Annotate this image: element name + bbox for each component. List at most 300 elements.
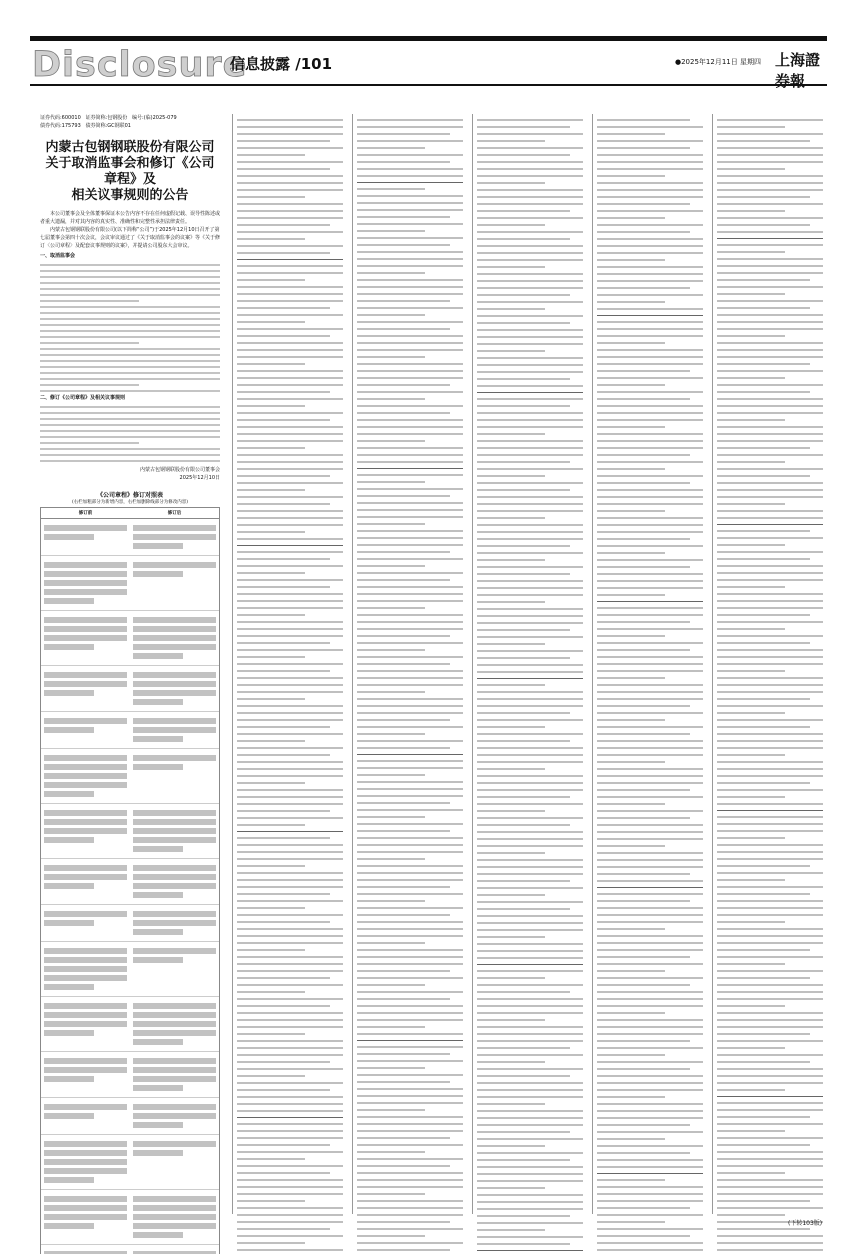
text-line xyxy=(357,1193,425,1195)
text-line xyxy=(357,823,463,825)
text-line xyxy=(237,342,343,344)
text-line xyxy=(477,405,570,407)
table-cell xyxy=(130,556,219,610)
text-line xyxy=(237,468,343,470)
text-line xyxy=(357,844,463,846)
text-line xyxy=(237,447,305,449)
text-line xyxy=(717,761,823,763)
text-line xyxy=(357,558,463,560)
text-line xyxy=(717,747,823,749)
section-title: 信息披露 /101 xyxy=(230,55,333,73)
text-line xyxy=(597,280,703,282)
text-line xyxy=(357,740,463,742)
text-line xyxy=(237,551,343,553)
text-line xyxy=(477,887,583,889)
text-line xyxy=(717,1109,823,1111)
text-line xyxy=(717,768,823,770)
text-line xyxy=(237,558,330,560)
text-line xyxy=(597,133,665,135)
column-divider xyxy=(357,1040,463,1041)
text-line xyxy=(717,900,823,902)
text-line xyxy=(477,754,583,756)
text-line xyxy=(717,489,823,491)
text-line xyxy=(477,943,583,945)
text-line xyxy=(357,781,463,783)
text-line xyxy=(717,1193,823,1195)
text-line xyxy=(717,405,823,407)
text-line xyxy=(357,314,425,316)
text-line xyxy=(357,635,450,637)
text-line xyxy=(357,328,450,330)
text-line xyxy=(597,698,703,700)
text-line xyxy=(597,356,703,358)
text-line xyxy=(477,489,570,491)
text-line xyxy=(357,691,425,693)
text-line xyxy=(357,1102,463,1104)
text-line xyxy=(357,1228,463,1230)
text-line xyxy=(237,1186,343,1188)
text-line xyxy=(477,970,583,972)
text-line xyxy=(597,977,703,979)
text-line xyxy=(357,1186,463,1188)
text-line xyxy=(357,175,463,177)
text-line xyxy=(237,656,305,658)
text-line xyxy=(597,1124,690,1126)
text-line xyxy=(40,460,220,462)
text-line xyxy=(477,1033,583,1035)
text-line xyxy=(477,1187,545,1189)
text-line xyxy=(597,824,703,826)
text-line xyxy=(357,886,450,888)
text-line xyxy=(477,671,583,673)
text-line xyxy=(237,977,330,979)
text-line xyxy=(717,893,810,895)
table-cell xyxy=(130,1052,219,1097)
table-row xyxy=(41,712,219,749)
text-line xyxy=(717,370,823,372)
text-line xyxy=(717,1068,823,1070)
text-line xyxy=(477,1103,545,1105)
text-line xyxy=(477,1005,583,1007)
text-line xyxy=(597,754,703,756)
text-line xyxy=(597,649,690,651)
text-line xyxy=(357,419,463,421)
text-line xyxy=(237,252,330,254)
table-cell xyxy=(130,611,219,665)
text-line xyxy=(717,1061,810,1063)
text-line xyxy=(717,314,823,316)
text-line xyxy=(597,370,690,372)
text-line xyxy=(40,424,220,426)
text-line xyxy=(477,929,583,931)
text-line xyxy=(717,210,785,212)
text-line xyxy=(717,321,823,323)
text-line xyxy=(237,363,305,365)
text-line xyxy=(357,495,450,497)
text-line xyxy=(357,1144,463,1146)
text-line xyxy=(717,1054,823,1056)
table-cell xyxy=(130,997,219,1051)
text-line xyxy=(717,984,823,986)
table-cell xyxy=(41,859,130,904)
text-line xyxy=(597,796,703,798)
text-line xyxy=(237,349,343,351)
text-line xyxy=(477,378,570,380)
text-line xyxy=(597,831,703,833)
text-line xyxy=(717,328,823,330)
text-line xyxy=(477,252,583,254)
text-line xyxy=(597,140,703,142)
text-line xyxy=(237,949,305,951)
text-line xyxy=(357,628,463,630)
text-line xyxy=(477,1061,545,1063)
text-line xyxy=(237,189,343,191)
text-line xyxy=(717,447,810,449)
column-divider xyxy=(717,524,823,525)
text-line xyxy=(717,433,823,435)
text-line xyxy=(717,879,785,881)
text-line xyxy=(357,1060,463,1062)
text-line xyxy=(717,823,823,825)
text-line xyxy=(237,963,343,965)
text-line xyxy=(237,245,343,247)
table-cell xyxy=(130,942,219,996)
text-line xyxy=(357,1158,463,1160)
text-line xyxy=(237,412,343,414)
text-line xyxy=(597,147,690,149)
text-line xyxy=(597,803,665,805)
text-line xyxy=(597,489,703,491)
text-line xyxy=(357,572,463,574)
table-cell xyxy=(41,556,130,610)
text-line xyxy=(717,600,823,602)
text-line xyxy=(597,342,665,344)
text-line xyxy=(237,461,343,463)
text-line xyxy=(477,1145,545,1147)
text-line xyxy=(597,412,703,414)
text-line xyxy=(597,426,665,428)
text-line xyxy=(477,531,583,533)
text-line xyxy=(357,642,463,644)
text-line xyxy=(717,363,810,365)
text-line xyxy=(717,782,810,784)
text-line xyxy=(597,1082,703,1084)
text-line xyxy=(40,436,220,438)
table-cell xyxy=(41,712,130,748)
text-line xyxy=(237,1228,330,1230)
text-line xyxy=(357,1207,463,1209)
text-line xyxy=(477,873,583,875)
text-line xyxy=(357,663,450,665)
text-line xyxy=(357,970,450,972)
text-line xyxy=(357,991,463,993)
text-line xyxy=(357,900,425,902)
text-line xyxy=(477,901,583,903)
text-line xyxy=(597,775,703,777)
text-line xyxy=(597,552,665,554)
text-column xyxy=(592,114,707,1214)
text-line xyxy=(357,154,463,156)
text-line xyxy=(717,1242,823,1244)
text-line xyxy=(477,636,583,638)
text-line xyxy=(237,531,305,533)
body-paragraph: 内蒙古包钢钢联股份有限公司(以下简称“公司”)于2025年12月10日召开了第七届董事会第四十次会议，会议审议通过了《关于取消监事会的议案》等《关于修订〈公司章程〉及配套议事规则的议案》，并提请公司股东大会审议。 xyxy=(40,227,221,249)
text-line xyxy=(357,1095,463,1097)
text-line xyxy=(477,1229,545,1231)
text-line xyxy=(717,998,823,1000)
text-line xyxy=(357,370,463,372)
text-line xyxy=(597,852,703,854)
text-line xyxy=(357,747,450,749)
text-line xyxy=(237,789,343,791)
column-divider xyxy=(477,392,583,393)
text-line xyxy=(717,1116,810,1118)
text-line xyxy=(597,1186,703,1188)
text-line xyxy=(477,510,583,512)
table-cell xyxy=(41,519,130,555)
text-line xyxy=(477,726,545,728)
text-line xyxy=(40,390,220,392)
text-line xyxy=(357,935,463,937)
text-line xyxy=(477,468,583,470)
text-line xyxy=(357,356,425,358)
text-line xyxy=(717,182,823,184)
table-cell xyxy=(130,859,219,904)
text-line xyxy=(237,796,343,798)
text-line xyxy=(357,565,425,567)
text-line xyxy=(717,886,823,888)
text-line xyxy=(477,461,570,463)
text-line xyxy=(477,1068,583,1070)
text-line xyxy=(477,419,583,421)
text-line xyxy=(237,231,343,233)
column-divider xyxy=(237,545,343,546)
text-line xyxy=(717,942,823,944)
text-line xyxy=(237,1165,343,1167)
text-line xyxy=(717,307,810,309)
text-line xyxy=(717,830,823,832)
text-line xyxy=(477,852,545,854)
text-line xyxy=(477,133,583,135)
comparison-table xyxy=(40,507,220,1254)
text-line xyxy=(237,649,343,651)
text-line xyxy=(597,817,690,819)
text-line xyxy=(477,824,570,826)
column-divider xyxy=(717,238,823,239)
text-line xyxy=(237,314,343,316)
text-line xyxy=(717,956,823,958)
text-line xyxy=(717,412,823,414)
text-line xyxy=(40,318,220,320)
table-row xyxy=(41,666,219,712)
text-line xyxy=(357,384,450,386)
text-line xyxy=(237,1082,343,1084)
text-line xyxy=(357,335,463,337)
text-line xyxy=(717,251,785,253)
text-line xyxy=(357,426,463,428)
text-line xyxy=(597,1179,665,1181)
text-line xyxy=(237,1026,343,1028)
text-line xyxy=(237,1242,305,1244)
text-line xyxy=(237,538,343,540)
text-line xyxy=(357,914,450,916)
text-column xyxy=(352,114,467,1214)
text-line xyxy=(597,447,703,449)
text-line xyxy=(477,643,545,645)
text-line xyxy=(717,1186,823,1188)
text-line xyxy=(477,908,570,910)
text-line xyxy=(717,440,823,442)
text-line xyxy=(237,489,305,491)
text-line xyxy=(237,1019,343,1021)
text-line xyxy=(357,1067,425,1069)
text-line xyxy=(717,977,810,979)
text-line xyxy=(477,922,583,924)
text-line xyxy=(357,126,463,128)
text-line xyxy=(477,977,545,979)
text-line xyxy=(717,586,785,588)
text-line xyxy=(357,405,463,407)
text-line xyxy=(357,279,463,281)
text-line xyxy=(477,308,545,310)
text-line xyxy=(357,488,463,490)
text-line xyxy=(237,370,343,372)
text-line xyxy=(357,949,463,951)
text-line xyxy=(357,188,425,190)
text-line xyxy=(357,509,463,511)
bond-name: 债券简称:GC钢联01 xyxy=(85,123,131,129)
masthead xyxy=(30,36,827,90)
text-line xyxy=(717,1158,823,1160)
text-line xyxy=(477,566,583,568)
text-line xyxy=(357,1005,463,1007)
text-line xyxy=(597,189,703,191)
text-line xyxy=(477,440,583,442)
text-line xyxy=(357,398,425,400)
text-line xyxy=(597,663,703,665)
text-line xyxy=(717,754,785,756)
text-line xyxy=(477,329,583,331)
text-line xyxy=(237,293,343,295)
text-line xyxy=(717,510,823,512)
text-line xyxy=(717,419,785,421)
text-line xyxy=(597,419,703,421)
text-line xyxy=(357,1242,463,1244)
text-line xyxy=(597,747,703,749)
text-line xyxy=(597,538,690,540)
text-line xyxy=(597,363,703,365)
text-line xyxy=(477,1138,583,1140)
text-line xyxy=(237,1075,305,1077)
text-line xyxy=(597,719,665,721)
text-line xyxy=(477,482,583,484)
text-line xyxy=(477,1012,583,1014)
text-line xyxy=(477,810,545,812)
text-line xyxy=(357,391,463,393)
text-line xyxy=(357,593,463,595)
text-line xyxy=(237,426,343,428)
text-line xyxy=(477,580,583,582)
text-line xyxy=(237,621,343,623)
text-line xyxy=(597,1012,665,1014)
text-line xyxy=(717,461,785,463)
text-line xyxy=(357,1249,450,1251)
text-line xyxy=(597,1131,703,1133)
text-line xyxy=(597,1033,703,1035)
text-line xyxy=(237,907,305,909)
text-line xyxy=(357,1200,463,1202)
text-line xyxy=(477,140,545,142)
text-line xyxy=(717,503,785,505)
text-line xyxy=(237,1110,343,1112)
text-line xyxy=(237,886,343,888)
text-line xyxy=(477,733,583,735)
text-line xyxy=(717,224,810,226)
text-line xyxy=(717,517,823,519)
text-line xyxy=(717,1005,785,1007)
text-line xyxy=(477,684,545,686)
text-line xyxy=(717,1249,823,1251)
text-line xyxy=(597,859,703,861)
text-line xyxy=(357,872,463,874)
column-divider xyxy=(597,315,703,316)
text-line xyxy=(357,1137,450,1139)
text-line xyxy=(477,517,545,519)
text-line xyxy=(597,510,665,512)
text-line xyxy=(237,579,343,581)
text-line xyxy=(237,272,343,274)
text-line xyxy=(597,782,703,784)
table-row xyxy=(41,997,219,1052)
text-line xyxy=(717,154,823,156)
text-line xyxy=(237,837,330,839)
text-line xyxy=(237,503,330,505)
text-line xyxy=(717,796,785,798)
table-row xyxy=(41,611,219,666)
text-line xyxy=(237,475,330,477)
text-line xyxy=(717,342,823,344)
text-line xyxy=(237,454,343,456)
text-line xyxy=(357,802,450,804)
text-line xyxy=(477,1117,583,1119)
text-line xyxy=(357,1109,425,1111)
text-line xyxy=(477,1159,570,1161)
text-line xyxy=(237,182,343,184)
text-line xyxy=(477,1208,583,1210)
table-row xyxy=(41,1052,219,1098)
text-line xyxy=(477,1180,583,1182)
text-line xyxy=(597,1159,703,1161)
text-line xyxy=(237,1200,305,1202)
text-line xyxy=(717,244,823,246)
text-line xyxy=(40,300,139,302)
text-line xyxy=(717,677,823,679)
text-line xyxy=(717,544,785,546)
text-line xyxy=(477,273,583,275)
text-line xyxy=(237,203,343,205)
text-line xyxy=(357,677,463,679)
text-line xyxy=(597,266,703,268)
text-line xyxy=(477,210,570,212)
text-line xyxy=(40,378,220,380)
text-line xyxy=(477,433,545,435)
text-line xyxy=(237,1214,343,1216)
text-line xyxy=(237,524,343,526)
text-line xyxy=(597,733,690,735)
text-line xyxy=(717,272,823,274)
text-line xyxy=(357,963,463,965)
table-row xyxy=(41,905,219,942)
